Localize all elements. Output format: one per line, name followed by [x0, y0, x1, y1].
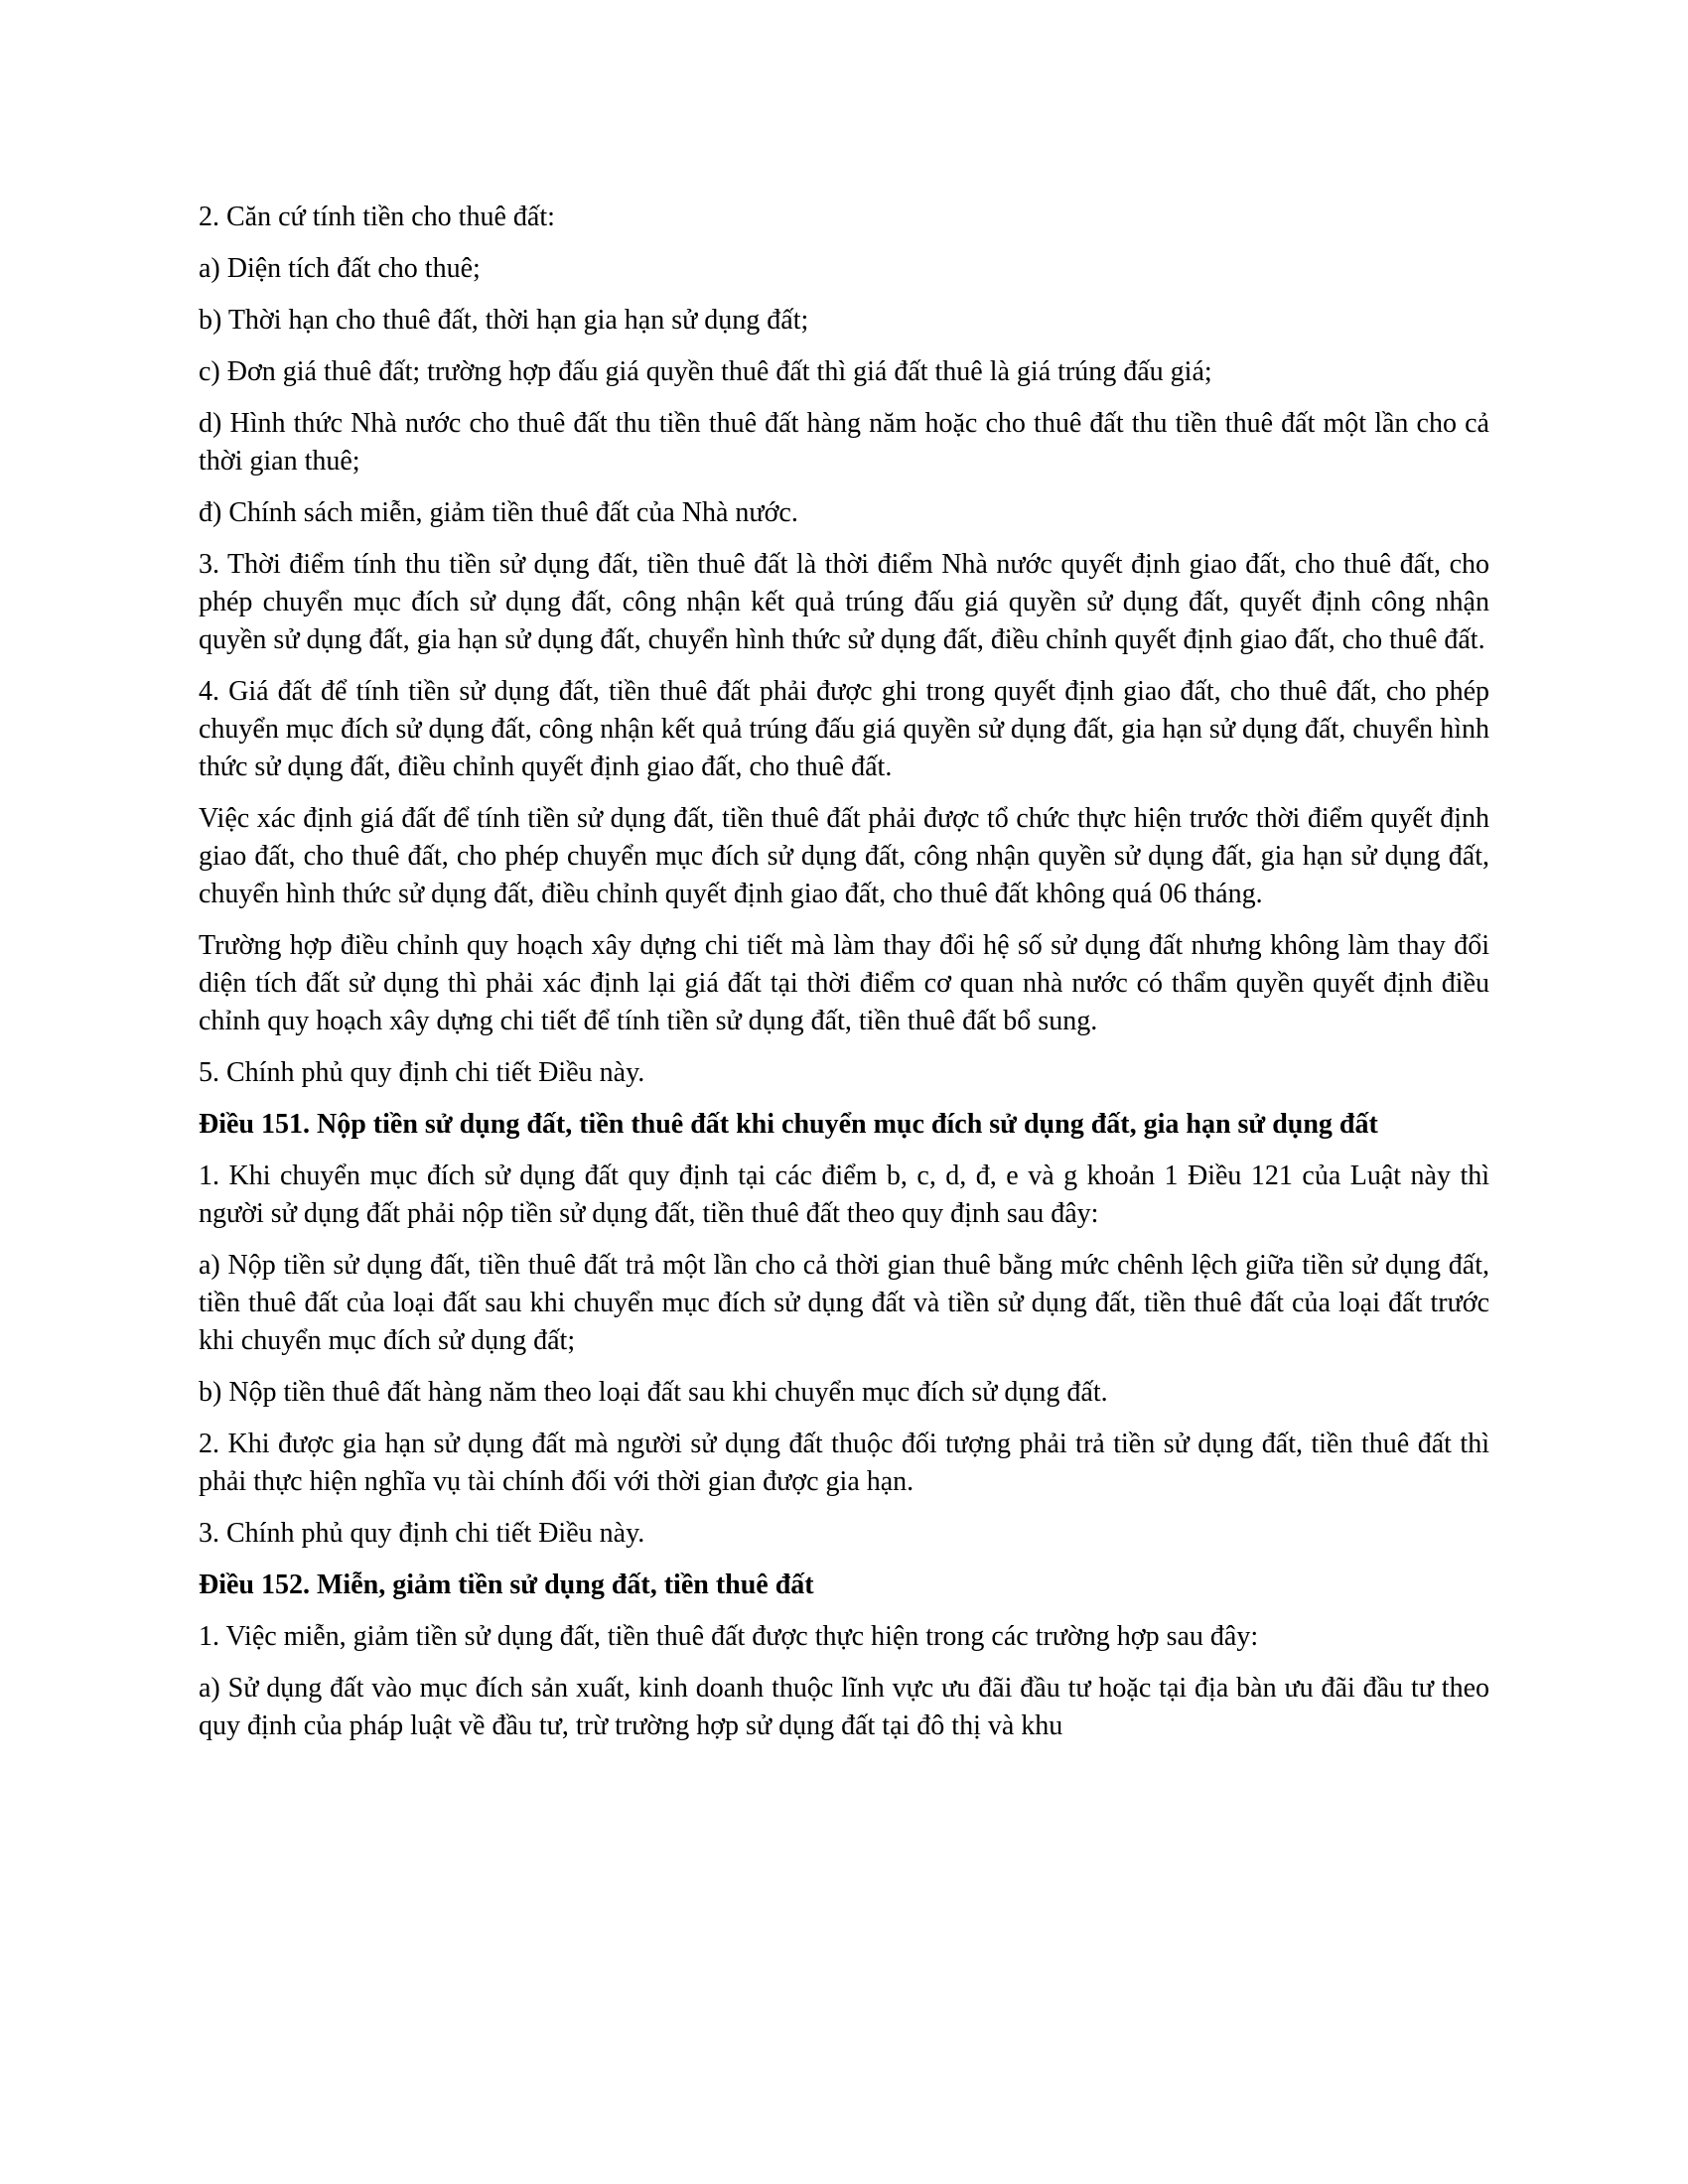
clause-3: 3. Thời điểm tính thu tiền sử dụng đất, tiền thuê đất là thời điểm Nhà nước quyết định giao đất, cho thuê đất, cho phép chuyển mục đích sử dụng đất, công nhận kết quả trúng đấu giá quyền sử dụng đất, quyết định công nhận quyền sử dụng đất, gia hạn sử dụng đất, chuyển hình thức sử dụng đất, điều chỉnh quyết định giao đất, cho thuê đất. — [199, 549, 1489, 655]
article-151-heading: Điều 151. Nộp tiền sử dụng đất, tiền thuê đất khi chuyển mục đích sử dụng đất, gia hạn sử dụng đất — [199, 1109, 1378, 1140]
article-151-clause-1-item-a: a) Nộp tiền sử dụng đất, tiền thuê đất trả một lần cho cả thời gian thuê bằng mức chênh lệch giữa tiền sử dụng đất, tiền thuê đất của loại đất sau khi chuyển mục đích sử dụng đất và tiền sử dụng đất, tiền thuê đất của loại đất trước khi chuyển mục đích sử dụng đất; — [199, 1250, 1489, 1356]
clause-2-item-d: d) Hình thức Nhà nước cho thuê đất thu tiền thuê đất hàng năm hoặc cho thuê đất thu tiền thuê đất một lần cho cả thời gian thuê; — [199, 408, 1489, 477]
document-page — [199, 199, 1489, 1759]
article-152-clause-1: 1. Việc miễn, giảm tiền sử dụng đất, tiền thuê đất được thực hiện trong các trường hợp sau đây: — [199, 1621, 1259, 1652]
article-151-clause-1-item-b: b) Nộp tiền thuê đất hàng năm theo loại đất sau khi chuyển mục đích sử dụng đất. — [199, 1377, 1108, 1408]
clause-2-item-dd: đ) Chính sách miễn, giảm tiền thuê đất của Nhà nước. — [199, 497, 798, 528]
article-152-clause-1-item-a: a) Sử dụng đất vào mục đích sản xuất, kinh doanh thuộc lĩnh vực ưu đãi đầu tư hoặc tại địa bàn ưu đãi đầu tư theo quy định của pháp luật về đầu tư, trừ trường hợp sử dụng đất tại đô thị và khu — [199, 1673, 1489, 1741]
clause-2-item-a: a) Diện tích đất cho thuê; — [199, 253, 481, 284]
article-151-clause-1: 1. Khi chuyển mục đích sử dụng đất quy định tại các điểm b, c, d, đ, e và g khoản 1 Điều 121 của Luật này thì người sử dụng đất phải nộp tiền sử dụng đất, tiền thuê đất theo quy định sau đây: — [199, 1160, 1489, 1229]
clause-5: 5. Chính phủ quy định chi tiết Điều này. — [199, 1057, 645, 1088]
clause-4-paragraph-2: Việc xác định giá đất để tính tiền sử dụng đất, tiền thuê đất phải được tổ chức thực hiện trước thời điểm quyết định giao đất, cho thuê đất, cho phép chuyển mục đích sử dụng đất, công nhận quyền sử dụng đất, gia hạn sử dụng đất, chuyển hình thức sử dụng đất, điều chỉnh quyết định giao đất, cho thuê đất không quá 06 tháng. — [199, 803, 1489, 909]
article-151-clause-2: 2. Khi được gia hạn sử dụng đất mà người sử dụng đất thuộc đối tượng phải trả tiền sử dụng đất, tiền thuê đất thì phải thực hiện nghĩa vụ tài chính đối với thời gian được gia hạn. — [199, 1429, 1489, 1497]
clause-4-paragraph-3: Trường hợp điều chỉnh quy hoạch xây dựng chi tiết mà làm thay đổi hệ số sử dụng đất nhưng không làm thay đổi diện tích đất sử dụng thì phải xác định lại giá đất tại thời điểm cơ quan nhà nước có thẩm quyền quyết định điều chỉnh quy hoạch xây dựng chi tiết để tính tiền sử dụng đất, tiền thuê đất bổ sung. — [199, 930, 1489, 1036]
article-152-heading: Điều 152. Miễn, giảm tiền sử dụng đất, tiền thuê đất — [199, 1570, 814, 1600]
article-151-clause-3: 3. Chính phủ quy định chi tiết Điều này. — [199, 1518, 645, 1549]
clause-2-item-b: b) Thời hạn cho thuê đất, thời hạn gia hạn sử dụng đất; — [199, 305, 809, 336]
clause-2-intro: 2. Căn cứ tính tiền cho thuê đất: — [199, 202, 555, 232]
clause-4: 4. Giá đất để tính tiền sử dụng đất, tiền thuê đất phải được ghi trong quyết định giao đất, cho thuê đất, cho phép chuyển mục đích sử dụng đất, công nhận kết quả trúng đấu giá quyền sử dụng đất, gia hạn sử dụng đất, chuyển hình thức sử dụng đất, điều chỉnh quyết định giao đất, cho thuê đất. — [199, 676, 1489, 782]
clause-2-item-c: c) Đơn giá thuê đất; trường hợp đấu giá quyền thuê đất thì giá đất thuê là giá trúng đấu giá; — [199, 356, 1212, 387]
